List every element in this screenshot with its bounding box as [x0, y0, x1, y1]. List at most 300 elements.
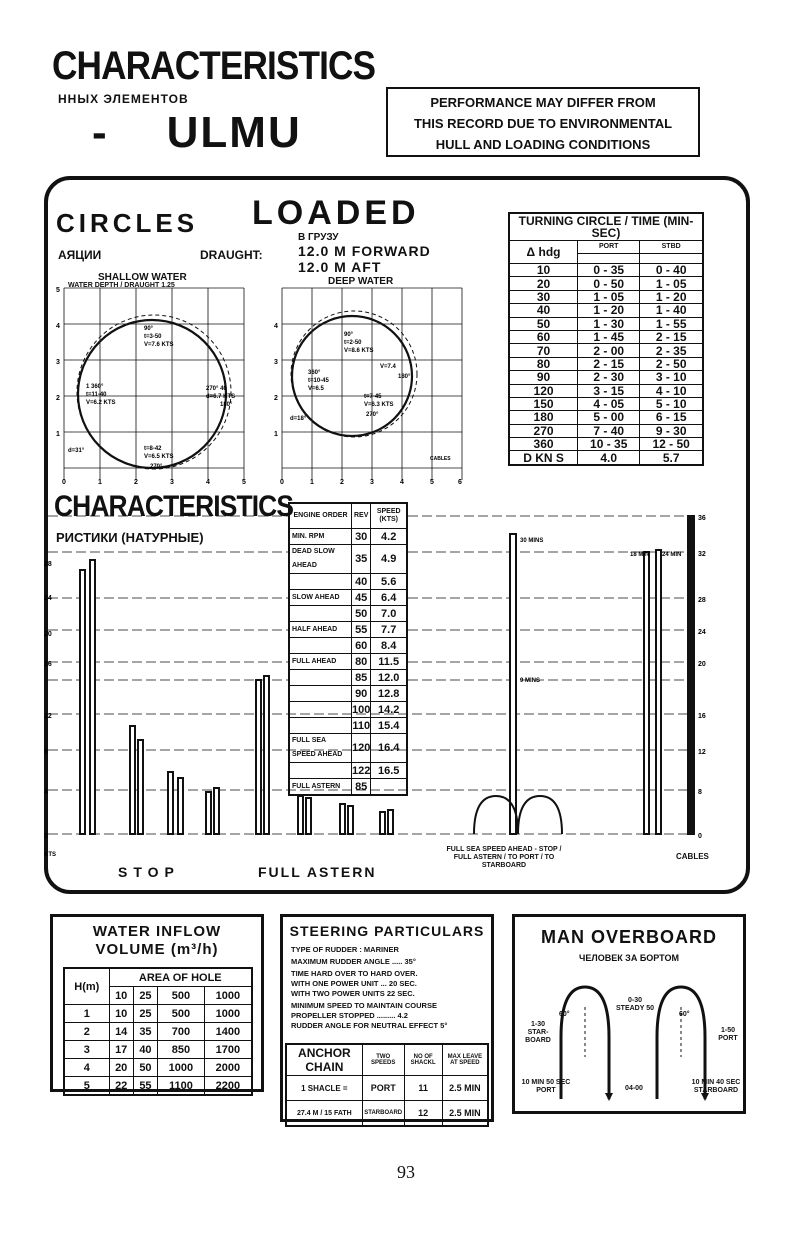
svg-text:d=6.7 KTS: d=6.7 KTS — [206, 394, 236, 400]
table-cell: 2 - 35 — [640, 344, 703, 357]
svg-text:180°: 180° — [398, 374, 411, 380]
table-cell — [371, 779, 407, 796]
svg-text:8: 8 — [44, 749, 48, 756]
table-cell: 50 — [352, 606, 371, 622]
table-cell: 3 - 15 — [578, 384, 640, 397]
table-cell: 500 — [158, 1005, 205, 1023]
table-row — [289, 763, 407, 779]
svg-text:28: 28 — [44, 561, 52, 568]
table-cell: 1 - 05 — [578, 290, 640, 303]
anchor-col: MAX LEAVE AT SPEED — [442, 1044, 488, 1076]
turning-time-table — [508, 212, 704, 466]
svg-text:2: 2 — [56, 395, 60, 402]
table-cell: 4.9 — [371, 545, 407, 574]
table-cell — [289, 606, 352, 622]
table-row — [289, 622, 407, 638]
steering-particulars-box — [280, 914, 494, 1122]
table-cell: 6 - 15 — [640, 411, 703, 424]
svg-text:d=18°: d=18° — [290, 416, 307, 422]
table-cell: 11.5 — [371, 654, 407, 670]
svg-text:KTS: KTS — [44, 852, 56, 858]
water-area: 500 — [158, 987, 205, 1005]
deep-water-label: DEEP WATER — [328, 276, 394, 287]
svg-text:20: 20 — [44, 631, 52, 638]
table-cell: 10 - 35 — [578, 438, 640, 451]
svg-text:V=7.4: V=7.4 — [380, 364, 396, 370]
table-cell: 7.7 — [371, 622, 407, 638]
table-cell: 1 - 30 — [578, 317, 640, 330]
svg-text:24: 24 — [698, 629, 706, 636]
circles-heading-ru: АЯЦИИ — [58, 248, 102, 262]
table-row — [289, 718, 407, 734]
table-cell: 80 — [509, 357, 578, 370]
svg-text:3: 3 — [170, 479, 174, 486]
table-cell: 4 - 10 — [640, 384, 703, 397]
svg-text:0: 0 — [44, 833, 48, 840]
disclaimer-line: THIS RECORD DUE TO ENVIRONMENTAL — [413, 116, 673, 131]
steering-line: PROPELLER STOPPED ......... 4.2 — [291, 1011, 408, 1020]
table-row — [289, 638, 407, 654]
table-cell: 8.4 — [371, 638, 407, 654]
draught-aft: 12.0 M AFT — [298, 259, 382, 275]
disclaimer-line: PERFORMANCE MAY DIFFER FROM — [430, 95, 656, 110]
table-cell: 270 — [509, 424, 578, 437]
table-cell: 110 — [352, 719, 371, 732]
svg-text:V=6.3 KTS: V=6.3 KTS — [364, 402, 394, 408]
man-overboard-title-ru: ЧЕЛОВЕК ЗА БОРТОМ — [579, 953, 679, 963]
anchor-cell: 2.5 MIN — [442, 1101, 488, 1127]
steering-line: RUDDER ANGLE FOR NEUTRAL EFFECT 5° — [291, 1021, 448, 1030]
table-cell: 1400 — [204, 1023, 252, 1041]
deep-notes — [290, 332, 411, 422]
turning-footer: 5.7 — [640, 451, 703, 465]
svg-text:t=2-50: t=2-50 — [344, 340, 362, 346]
svg-text:4: 4 — [274, 323, 278, 330]
table-cell: 2 - 15 — [578, 357, 640, 370]
steering-line: WITH TWO POWER UNITS 22 SEC. — [291, 989, 415, 998]
svg-text:t=3-50: t=3-50 — [144, 334, 162, 340]
mid-bottom-label: 04-00 — [625, 1085, 643, 1092]
table-cell: 12.0 — [371, 670, 407, 686]
water-area: 25 — [133, 987, 157, 1005]
svg-text:1 360°: 1 360° — [86, 384, 104, 390]
speed-col-speed: SPEED (KTS) — [371, 503, 407, 529]
svg-text:4: 4 — [400, 479, 404, 486]
table-cell: 22 — [109, 1077, 133, 1096]
stop-label: STOP — [118, 864, 180, 880]
turning-circle-plots — [46, 284, 466, 486]
right-angle: 60° — [679, 1011, 690, 1018]
svg-text:V=6.2 KTS: V=6.2 KTS — [86, 400, 116, 406]
water-col-area: AREA OF HOLE — [109, 968, 252, 987]
shallow-water-sub: WATER DEPTH / DRAUGHT 1.25 — [68, 282, 175, 289]
svg-text:V=7.6 KTS: V=7.6 KTS — [144, 342, 174, 348]
circles-heading: CIRCLES — [56, 208, 199, 238]
table-cell: SLOW AHEAD — [289, 590, 352, 606]
table-row — [289, 686, 407, 702]
table-row — [509, 424, 703, 437]
svg-text:3: 3 — [370, 479, 374, 486]
full-sea-note: FULL SEA SPEED AHEAD - STOP / FULL ASTERN / TO PORT / TO STARBOARD — [446, 846, 562, 869]
table-cell: 60 — [352, 638, 371, 654]
table-row — [509, 438, 703, 451]
table-cell: 1 - 40 — [640, 304, 703, 317]
table-row — [289, 590, 407, 606]
right-bottom-label: 10 MIN 40 SEC STARBOARD — [691, 1079, 741, 1094]
table-cell: 5.6 — [371, 574, 407, 590]
table-row — [289, 606, 407, 622]
turning-col-deg: Δ hdg — [509, 241, 578, 264]
svg-text:6: 6 — [458, 479, 462, 486]
svg-text:270°: 270° — [150, 464, 163, 470]
table-cell: 80 — [352, 654, 371, 670]
svg-text:0: 0 — [698, 833, 702, 840]
table-cell — [289, 638, 352, 654]
deep-grid — [282, 288, 462, 480]
shallow-water-label: SHALLOW WATER — [98, 272, 187, 283]
svg-text:0: 0 — [280, 479, 284, 486]
table-cell: 15.4 — [371, 718, 407, 734]
table-row — [289, 734, 407, 763]
table-row — [509, 277, 703, 290]
table-row — [64, 1059, 252, 1077]
anchor-cell: 12 — [404, 1101, 442, 1127]
steering-line: MAXIMUM RUDDER ANGLE ..... 35° — [291, 957, 416, 966]
table-cell: 90 — [509, 371, 578, 384]
table-cell: 40 — [352, 574, 371, 590]
table-cell: 50 — [133, 1059, 157, 1077]
table-cell: 122 — [352, 764, 371, 777]
engine-speed-table — [288, 502, 408, 796]
svg-text:1: 1 — [56, 431, 60, 438]
table-cell: 0 - 50 — [578, 277, 640, 290]
disclaimer-box — [386, 87, 700, 157]
arrow-icon — [605, 1093, 613, 1101]
table-cell: 70 — [509, 344, 578, 357]
svg-text:24: 24 — [44, 595, 52, 602]
svg-text:2: 2 — [340, 479, 344, 486]
chart-ticks-left — [44, 561, 52, 840]
table-cell: FULL ASTERN — [289, 779, 352, 796]
chart-ticks-right — [698, 515, 706, 840]
table-cell: 100 — [352, 703, 371, 716]
table-cell: 4 — [64, 1059, 109, 1077]
table-cell: 4.2 — [371, 529, 407, 545]
table-cell: 2 — [64, 1023, 109, 1041]
table-cell: 85 — [352, 670, 371, 686]
svg-text:12: 12 — [698, 749, 706, 756]
characteristics-heading-ru: РИСТИКИ (НАТУРНЫЕ) — [56, 530, 204, 545]
svg-text:2: 2 — [274, 395, 278, 402]
svg-text:16: 16 — [698, 713, 706, 720]
svg-text:8: 8 — [698, 789, 702, 796]
table-row — [64, 1041, 252, 1059]
ship-dash: - — [92, 108, 109, 157]
table-cell: 2 - 50 — [640, 357, 703, 370]
table-cell: 12.8 — [371, 686, 407, 702]
table-cell: 17 — [109, 1041, 133, 1059]
steering-line: MINIMUM SPEED TO MAINTAIN COURSE — [291, 1001, 437, 1010]
table-row — [509, 371, 703, 384]
svg-text:1: 1 — [274, 431, 278, 438]
loaded-heading: LOADED — [252, 194, 420, 232]
anchor-col: TWO SPEEDS — [362, 1044, 404, 1076]
table-cell: 150 — [509, 397, 578, 410]
ship-name: ULMU — [166, 108, 302, 157]
table-cell: 5 - 00 — [578, 411, 640, 424]
table-cell: 3 - 10 — [640, 371, 703, 384]
table-cell: 7.0 — [371, 606, 407, 622]
table-row — [64, 1005, 252, 1023]
table-cell: 180 — [509, 411, 578, 424]
table-cell: MIN. RPM — [289, 529, 352, 545]
table-cell: 1700 — [204, 1041, 252, 1059]
table-cell: 55 — [133, 1077, 157, 1096]
svg-text:4: 4 — [56, 323, 60, 330]
table-cell: 14.2 — [371, 702, 407, 718]
table-cell: 14 — [109, 1023, 133, 1041]
svg-text:30 MINS: 30 MINS — [520, 538, 544, 544]
turning-col-stbd: STBD — [640, 241, 703, 254]
table-cell: 1000 — [158, 1059, 205, 1077]
svg-text:t=10-45: t=10-45 — [308, 378, 329, 384]
table-cell: 5 - 10 — [640, 397, 703, 410]
table-row — [509, 411, 703, 424]
table-cell: 5 — [64, 1077, 109, 1096]
table-cell: 20 — [509, 277, 578, 290]
table-cell: 1 - 05 — [640, 277, 703, 290]
table-row — [509, 344, 703, 357]
table-cell — [289, 670, 352, 686]
svg-text:t=11-40: t=11-40 — [86, 392, 107, 398]
table-cell — [289, 574, 352, 590]
table-cell: 0 - 40 — [640, 264, 703, 277]
table-cell: 2000 — [204, 1059, 252, 1077]
table-cell — [289, 702, 352, 718]
svg-text:2: 2 — [134, 479, 138, 486]
water-area: 1000 — [204, 987, 252, 1005]
svg-text:9 MINS: 9 MINS — [520, 678, 541, 684]
table-cell: 1 — [64, 1005, 109, 1023]
svg-text:5: 5 — [242, 479, 246, 486]
svg-text:CABLES: CABLES — [430, 456, 451, 462]
draught-forward: 12.0 M FORWARD — [298, 243, 431, 259]
table-row — [509, 384, 703, 397]
water-inflow-title: WATER INFLOW — [92, 923, 222, 940]
water-inflow-table — [63, 967, 253, 1096]
table-cell: 1 - 55 — [640, 317, 703, 330]
svg-text:5: 5 — [56, 287, 60, 294]
steering-line: TYPE OF RUDDER : MARINER — [291, 945, 399, 954]
table-cell: 40 — [509, 304, 578, 317]
table-cell: 2 - 30 — [578, 371, 640, 384]
table-row — [509, 264, 703, 277]
turning-table-title: TURNING CIRCLE / TIME (MIN-SEC) — [509, 213, 703, 241]
svg-text:270° 40: 270° 40 — [206, 386, 227, 392]
svg-text:V=6.5: V=6.5 — [308, 386, 324, 392]
svg-text:V=6.5 KTS: V=6.5 KTS — [144, 454, 174, 460]
table-row — [289, 574, 407, 590]
page-number: 93 — [397, 1162, 415, 1182]
steering-title: STEERING PARTICULARS — [289, 923, 485, 939]
anchor-shackle-len: 27.4 M / 15 FATH — [286, 1101, 362, 1127]
table-cell: 50 — [509, 317, 578, 330]
left-angle: 60° — [559, 1011, 570, 1018]
table-cell: 2 - 15 — [640, 330, 703, 343]
table-cell: 120 — [352, 734, 371, 763]
starboard-label: 1-30 STAR-BOARD — [525, 1021, 551, 1044]
svg-text:180°: 180° — [220, 402, 233, 408]
water-inflow-box — [50, 914, 264, 1092]
anchor-cell: PORT — [362, 1076, 404, 1101]
anchor-cell: STARBOARD — [362, 1101, 404, 1127]
anchor-shackle: 1 SHACLE = — [286, 1076, 362, 1101]
svg-text:90°: 90° — [144, 326, 154, 332]
page-title: CHARACTERISTICS — [52, 44, 376, 88]
table-cell: FULL SEA SPEED AHEAD — [289, 734, 352, 763]
anchor-chain-table — [285, 1043, 489, 1127]
table-cell: 1 - 20 — [640, 290, 703, 303]
turning-footer: 4.0 — [578, 451, 640, 465]
water-col-h: H(m) — [64, 968, 109, 1005]
table-cell: HALF AHEAD — [289, 622, 352, 638]
speed-col-rev: REV — [352, 503, 371, 529]
svg-text:4: 4 — [206, 479, 210, 486]
svg-text:16: 16 — [44, 661, 52, 668]
left-bottom-label: 10 MIN 50 SEC PORT — [521, 1079, 571, 1094]
table-cell: 35 — [133, 1023, 157, 1041]
full-sea-bars — [510, 516, 694, 834]
svg-text:4: 4 — [44, 789, 48, 796]
table-cell: 60 — [509, 330, 578, 343]
stop-bars — [80, 560, 219, 834]
anchor-cell: 11 — [404, 1076, 442, 1101]
svg-text:3: 3 — [274, 359, 278, 366]
table-row — [289, 529, 407, 545]
svg-text:5: 5 — [430, 479, 434, 486]
characteristics-heading: CHARACTERISTICS — [54, 490, 294, 523]
man-overboard-title: MAN OVERBOARD — [540, 927, 717, 947]
table-cell: 20 — [109, 1059, 133, 1077]
svg-text:28: 28 — [698, 597, 706, 604]
table-cell: 9 - 30 — [640, 424, 703, 437]
table-cell — [289, 763, 352, 779]
table-cell: 85 — [352, 779, 371, 796]
table-cell: 40 — [133, 1041, 157, 1059]
table-cell: 90 — [352, 686, 371, 702]
table-row — [64, 1077, 252, 1096]
anchor-col: NO OF SHACKL — [404, 1044, 442, 1076]
table-cell: 30 — [509, 290, 578, 303]
table-cell: 4 - 05 — [578, 397, 640, 410]
anchor-title: ANCHOR CHAIN — [286, 1044, 362, 1076]
svg-text:360°: 360° — [308, 370, 321, 376]
table-row — [289, 702, 407, 718]
table-row — [509, 304, 703, 317]
cables-label: CABLES — [676, 852, 709, 861]
table-cell: 360 — [509, 438, 578, 451]
turning-footer: D KN S — [509, 451, 578, 465]
table-cell: FULL AHEAD — [289, 654, 352, 670]
table-row — [289, 779, 407, 796]
table-cell: 120 — [509, 384, 578, 397]
svg-text:12: 12 — [44, 713, 52, 720]
speed-col-order: ENGINE ORDER — [289, 503, 352, 529]
table-cell: 850 — [158, 1041, 205, 1059]
man-overboard-box — [512, 914, 746, 1114]
table-row — [289, 670, 407, 686]
svg-text:32: 32 — [698, 551, 706, 558]
steady-label: 0-30 STEADY 50 — [616, 997, 654, 1012]
table-cell: 700 — [158, 1023, 205, 1041]
table-row — [509, 397, 703, 410]
water-inflow-volume: VOLUME (m³/h) — [95, 941, 219, 958]
table-cell: 10 — [109, 1005, 133, 1023]
table-cell: 3 — [64, 1041, 109, 1059]
table-cell: 30 — [352, 529, 371, 545]
table-row — [289, 654, 407, 670]
table-cell: 45 — [352, 590, 371, 606]
table-cell: 55 — [352, 622, 371, 638]
table-row — [509, 357, 703, 370]
table-row — [509, 317, 703, 330]
table-row — [509, 290, 703, 303]
table-cell: 16.5 — [371, 763, 407, 779]
svg-text:270°: 270° — [366, 412, 379, 418]
table-cell: 2200 — [204, 1077, 252, 1096]
port-label: 1-50 PORT — [718, 1027, 738, 1042]
table-cell: 35 — [352, 545, 371, 574]
svg-text:20: 20 — [698, 661, 706, 668]
table-cell: 1100 — [158, 1077, 205, 1096]
steering-line: WITH ONE POWER UNIT ... 20 SEC. — [291, 979, 417, 988]
water-area: 10 — [109, 987, 133, 1005]
svg-text:3: 3 — [56, 359, 60, 366]
table-cell — [289, 686, 352, 702]
svg-text:24 MIN: 24 MIN — [662, 552, 682, 558]
y-ticks — [56, 287, 278, 438]
svg-text:t=8-42: t=8-42 — [144, 446, 162, 452]
table-cell: 1 - 20 — [578, 304, 640, 317]
turning-col-port: PORT — [578, 241, 640, 254]
table-row — [64, 1023, 252, 1041]
disclaimer-line: HULL AND LOADING CONDITIONS — [435, 137, 651, 152]
svg-text:36: 36 — [698, 515, 706, 522]
table-row — [289, 545, 407, 574]
steering-line: TIME HARD OVER TO HARD OVER. — [291, 969, 418, 978]
table-cell: DEAD SLOW AHEAD — [289, 545, 352, 574]
svg-text:18 MIN: 18 MIN — [630, 552, 650, 558]
table-cell — [289, 718, 352, 734]
svg-text:V=8.6 KTS: V=8.6 KTS — [344, 348, 374, 354]
table-cell: 7 - 40 — [578, 424, 640, 437]
table-cell: 16.4 — [371, 734, 407, 763]
table-cell: 1000 — [204, 1005, 252, 1023]
table-cell: 12 - 50 — [640, 438, 703, 451]
table-cell: 0 - 35 — [578, 264, 640, 277]
table-cell: 6.4 — [371, 590, 407, 606]
svg-text:0: 0 — [62, 479, 66, 486]
ship-name-line — [92, 108, 302, 158]
turn-arcs — [474, 796, 562, 834]
loaded-ru: В ГРУЗУ — [298, 232, 339, 243]
full-astern-label: FULL ASTERN — [258, 864, 377, 880]
svg-text:t=7-45: t=7-45 — [364, 394, 382, 400]
anchor-cell: 2.5 MIN — [442, 1076, 488, 1101]
svg-text:1: 1 — [310, 479, 314, 486]
svg-text:d=31°: d=31° — [68, 448, 85, 454]
table-cell: 2 - 00 — [578, 344, 640, 357]
